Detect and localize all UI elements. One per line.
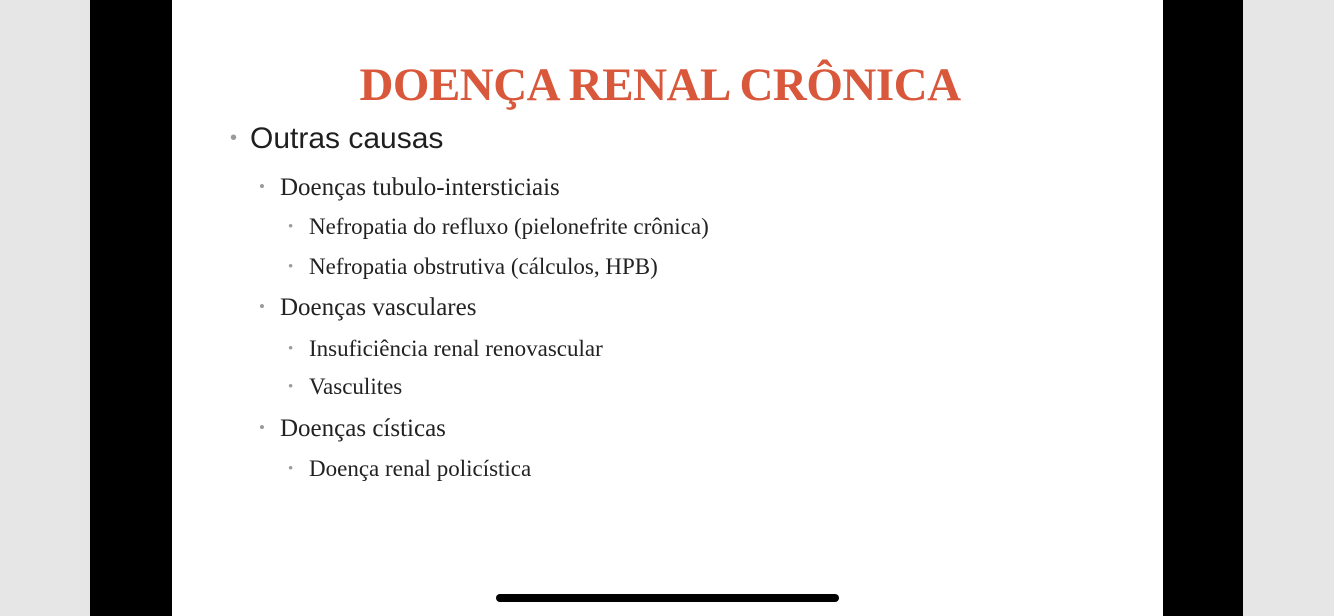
- bullet-text: Vasculites: [309, 374, 403, 399]
- presentation-slide: [172, 0, 1163, 616]
- bullet-icon: •: [288, 219, 294, 235]
- bullet-level3-policistica: [288, 457, 531, 480]
- bullet-text: Doença renal policística: [309, 456, 532, 481]
- bullet-text: Nefropatia do refluxo (pielonefrite crônica): [309, 214, 709, 239]
- bullet-text: Doenças tubulo-intersticiais: [280, 174, 560, 201]
- bullet-level1-outras-causas: [230, 124, 443, 154]
- home-indicator-bar[interactable]: [496, 594, 839, 602]
- slide-title: DOENÇA RENAL CRÔNICA: [359, 59, 961, 111]
- bullet-icon: •: [259, 297, 265, 316]
- bullet-text: Doenças císticas: [280, 415, 446, 442]
- bullet-icon: •: [288, 259, 294, 275]
- bullet-text: Insuficiência renal renovascular: [309, 336, 603, 361]
- bullet-icon: •: [288, 341, 294, 357]
- bullet-text: Outras causas: [250, 122, 444, 155]
- bullet-text: Nefropatia obstrutiva (cálculos, HPB): [309, 254, 658, 279]
- bullet-icon: •: [259, 177, 265, 196]
- bullet-icon: •: [230, 127, 238, 149]
- bullet-level2-tubulo-intersticiais: [259, 175, 560, 200]
- bullet-icon: •: [259, 418, 265, 437]
- bullet-level3-renovascular: [288, 337, 603, 360]
- bullet-text: Doenças vasculares: [280, 294, 477, 321]
- right-letterbox: [1163, 0, 1243, 616]
- bullet-level3-refluxo: [288, 215, 709, 238]
- bullet-level3-vasculites: [288, 375, 402, 398]
- bullet-level2-vasculares: [259, 295, 476, 320]
- bullet-icon: •: [288, 461, 294, 477]
- bullet-icon: •: [288, 379, 294, 395]
- bullet-level2-cisticas: [259, 416, 446, 441]
- left-letterbox: [90, 0, 172, 616]
- bullet-level3-obstrutiva: [288, 255, 658, 278]
